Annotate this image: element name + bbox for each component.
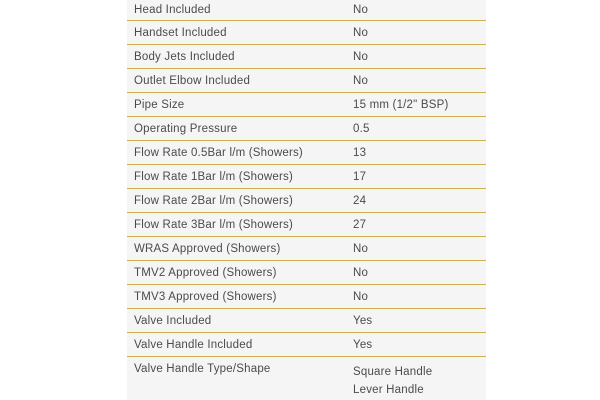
spec-row-valve-included xyxy=(127,309,486,333)
spec-row-tmv3-approved xyxy=(127,285,486,309)
spec-value: Yes xyxy=(353,314,373,327)
spec-value-line-2: Lever Handle xyxy=(353,384,424,396)
spec-value xyxy=(353,363,486,399)
spec-label: Flow Rate 3Bar l/m (Showers) xyxy=(134,218,293,231)
spec-value: No xyxy=(353,50,369,63)
spec-row-flow-rate-1bar xyxy=(127,165,486,189)
spec-label: Flow Rate 2Bar l/m (Showers) xyxy=(134,194,293,207)
spec-value: 0.5 xyxy=(353,122,370,135)
spec-row-valve-handle-included xyxy=(127,333,486,357)
spec-value: 15 mm (1/2" BSP) xyxy=(353,98,449,111)
spec-label: Handset Included xyxy=(134,26,227,39)
spec-label: Valve Handle Included xyxy=(134,338,253,351)
spec-row-operating-pressure xyxy=(127,117,486,141)
spec-row-outlet-elbow-included xyxy=(127,69,486,93)
spec-value: 17 xyxy=(353,170,367,183)
spec-row-pipe-size xyxy=(127,93,486,117)
spec-row-flow-rate-3bar xyxy=(127,213,486,237)
spec-label: Flow Rate 1Bar l/m (Showers) xyxy=(134,170,293,183)
spec-label: Flow Rate 0.5Bar l/m (Showers) xyxy=(134,146,303,159)
spec-label: Outlet Elbow Included xyxy=(134,74,251,87)
spec-label: TMV3 Approved (Showers) xyxy=(134,290,277,303)
spec-table xyxy=(127,0,486,400)
spec-row-body-jets-included xyxy=(127,45,486,69)
spec-label: WRAS Approved (Showers) xyxy=(134,242,281,255)
spec-label: Valve Handle Type/Shape xyxy=(134,363,271,375)
spec-row-valve-handle-type xyxy=(127,357,486,400)
spec-row-tmv2-approved xyxy=(127,261,486,285)
spec-value: No xyxy=(353,266,369,279)
spec-value: 24 xyxy=(353,194,367,207)
spec-value: No xyxy=(353,74,369,87)
spec-value: No xyxy=(353,26,369,39)
spec-row-flow-rate-05bar xyxy=(127,141,486,165)
spec-value-line-1: Square Handle xyxy=(353,366,433,378)
spec-label: Valve Included xyxy=(134,314,212,327)
spec-value: No xyxy=(353,290,369,303)
spec-value: 27 xyxy=(353,218,367,231)
spec-value: No xyxy=(353,242,369,255)
spec-row-handset-included xyxy=(127,21,486,45)
spec-value: 13 xyxy=(353,146,367,159)
spec-value: Yes xyxy=(353,338,373,351)
spec-row-wras-approved xyxy=(127,237,486,261)
spec-label: Pipe Size xyxy=(134,98,185,111)
spec-label: TMV2 Approved (Showers) xyxy=(134,266,277,279)
spec-label: Head Included xyxy=(134,4,211,16)
spec-label: Body Jets Included xyxy=(134,50,235,63)
spec-row-flow-rate-2bar xyxy=(127,189,486,213)
spec-label: Operating Pressure xyxy=(134,122,238,135)
spec-value: No xyxy=(353,4,369,16)
spec-row-head-included xyxy=(127,0,486,21)
